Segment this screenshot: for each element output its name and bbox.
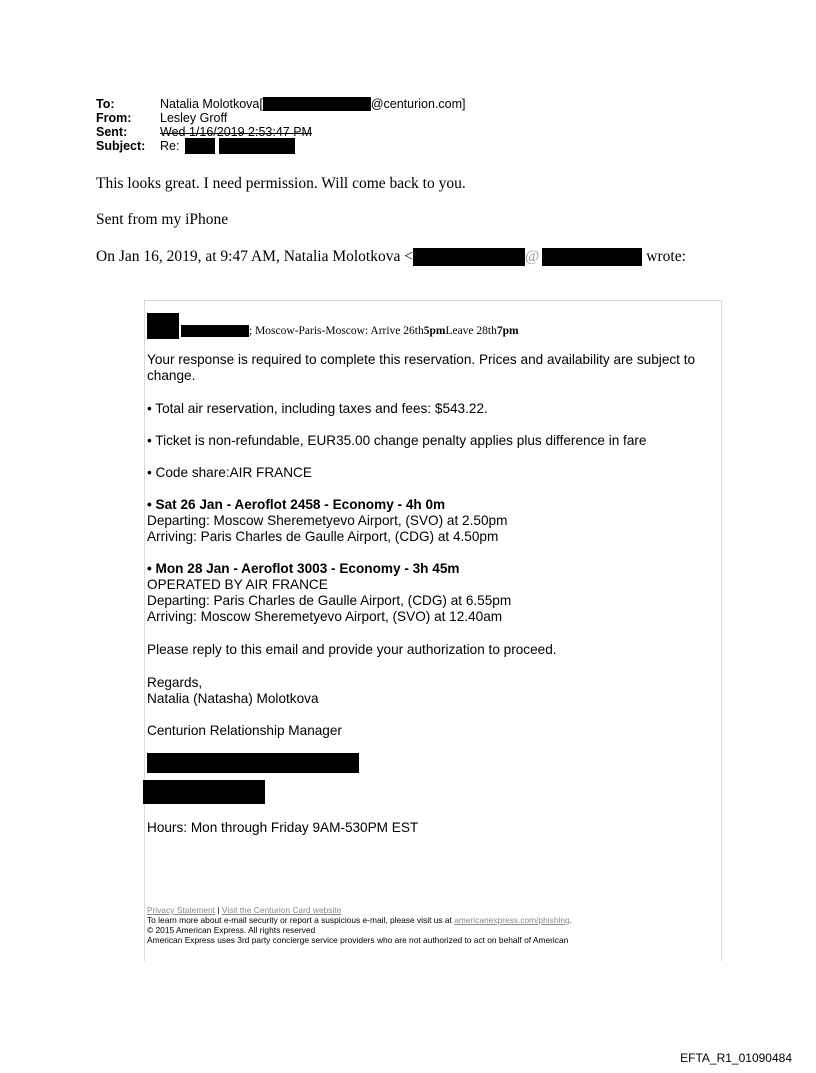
bullet-total: • Total air reservation, including taxes and fees: $543.22. bbox=[147, 401, 719, 417]
flight-1-arriving: Arriving: Paris Charles de Gaulle Airport, (CDG) at 4.50pm bbox=[147, 529, 499, 544]
flight-1-title: • Sat 26 Jan - Aeroflot 2458 - Economy - 4h 0m bbox=[147, 497, 719, 513]
redaction-block bbox=[147, 753, 359, 773]
quoted-subject-leave-time: 7pm bbox=[496, 325, 519, 337]
redaction-block bbox=[185, 138, 215, 154]
subject-row bbox=[96, 139, 466, 153]
quoted-subject-arrive-time: 5pm bbox=[423, 325, 446, 337]
disclaimer: American Express uses 3rd party concierge service providers who are not authorized to act on behalf of American bbox=[147, 935, 569, 945]
to-label: To: bbox=[96, 97, 115, 111]
signature bbox=[147, 675, 719, 707]
quote-intro-line bbox=[96, 248, 686, 266]
flight-2-title: • Mon 28 Jan - Aeroflot 3003 - Economy - 3h 45m bbox=[147, 561, 719, 577]
privacy-statement-link[interactable]: Privacy Statement bbox=[147, 905, 215, 915]
sent-row bbox=[96, 125, 466, 139]
redaction-block bbox=[263, 97, 371, 111]
hours: Hours: Mon through Friday 9AM-530PM EST bbox=[147, 820, 419, 835]
flight-2-arriving: Arriving: Moscow Sheremetyevo Airport, (SVO) at 12.40am bbox=[147, 609, 503, 624]
quoted-subject bbox=[147, 313, 519, 339]
redaction-block bbox=[542, 248, 642, 266]
footer-separator: | bbox=[214, 905, 222, 915]
sent-label: Sent: bbox=[96, 125, 128, 139]
sent-value: Wed 1/16/2019 2:53:47 PM bbox=[160, 125, 312, 139]
from-value: Lesley Groff bbox=[160, 111, 228, 125]
flight-2-operated: OPERATED BY AIR FRANCE bbox=[147, 577, 328, 592]
body-line-2: Sent from my iPhone bbox=[96, 211, 229, 228]
from-label: From: bbox=[96, 111, 132, 125]
quoted-subject-text: ; Moscow-Paris-Moscow: Arrive 26th bbox=[249, 325, 424, 337]
subject-label: Subject: bbox=[96, 139, 146, 153]
to-domain: @centurion.com] bbox=[370, 97, 466, 111]
flight-2-departing: Departing: Paris Charles de Gaulle Airport, (CDG) at 6.55pm bbox=[147, 593, 512, 608]
bullet-ticket: • Ticket is non-refundable, EUR35.00 change penalty applies plus difference in fare bbox=[147, 433, 719, 449]
security-end: . bbox=[569, 915, 572, 925]
copyright: © 2015 American Express. All rights reserved bbox=[147, 925, 316, 935]
phishing-link[interactable]: americanexpress.com/phishing bbox=[454, 915, 570, 925]
quote-wrote: wrote: bbox=[646, 248, 686, 265]
signature-title: Centurion Relationship Manager bbox=[147, 723, 342, 738]
email-header bbox=[96, 97, 466, 153]
bullet-codeshare: • Code share:AIR FRANCE bbox=[147, 465, 719, 481]
redaction-block bbox=[143, 780, 265, 804]
quote-at: @ bbox=[525, 248, 540, 265]
signature-name: Natalia (Natasha) Molotkova bbox=[147, 691, 319, 706]
from-row bbox=[96, 111, 466, 125]
flight-2 bbox=[147, 561, 719, 625]
reservation-intro: Your response is required to complete this reservation. Prices and availability are subject to change. bbox=[147, 352, 696, 383]
flight-1-departing: Departing: Moscow Sheremetyevo Airport, (SVO) at 2.50pm bbox=[147, 513, 508, 528]
bates-number: EFTA_R1_01090484 bbox=[680, 1051, 792, 1065]
quoted-message bbox=[144, 300, 722, 961]
redaction-block bbox=[181, 325, 249, 337]
centurion-website-link[interactable]: Visit the Centurion Card website bbox=[221, 905, 342, 915]
redaction-block bbox=[413, 248, 525, 266]
flight-1 bbox=[147, 497, 719, 545]
security-text: To learn more about e-mail security or report a suspicious e-mail, please visit us at bbox=[147, 915, 455, 925]
body-line-1: This looks great. I need permission. Will come back to you. bbox=[96, 175, 466, 192]
redaction-block bbox=[219, 138, 295, 154]
quote-intro: On Jan 16, 2019, at 9:47 AM, Natalia Molotkova < bbox=[96, 248, 413, 265]
quoted-subject-leave: Leave 28th bbox=[445, 325, 497, 337]
reply-request: Please reply to this email and provide your authorization to proceed. bbox=[147, 642, 557, 657]
subject-prefix: Re: bbox=[160, 139, 180, 153]
to-row bbox=[96, 97, 466, 111]
to-name: Natalia Molotkova[ bbox=[160, 97, 263, 111]
email-footer bbox=[147, 905, 572, 945]
regards: Regards, bbox=[147, 675, 203, 690]
redaction-block bbox=[147, 313, 179, 339]
